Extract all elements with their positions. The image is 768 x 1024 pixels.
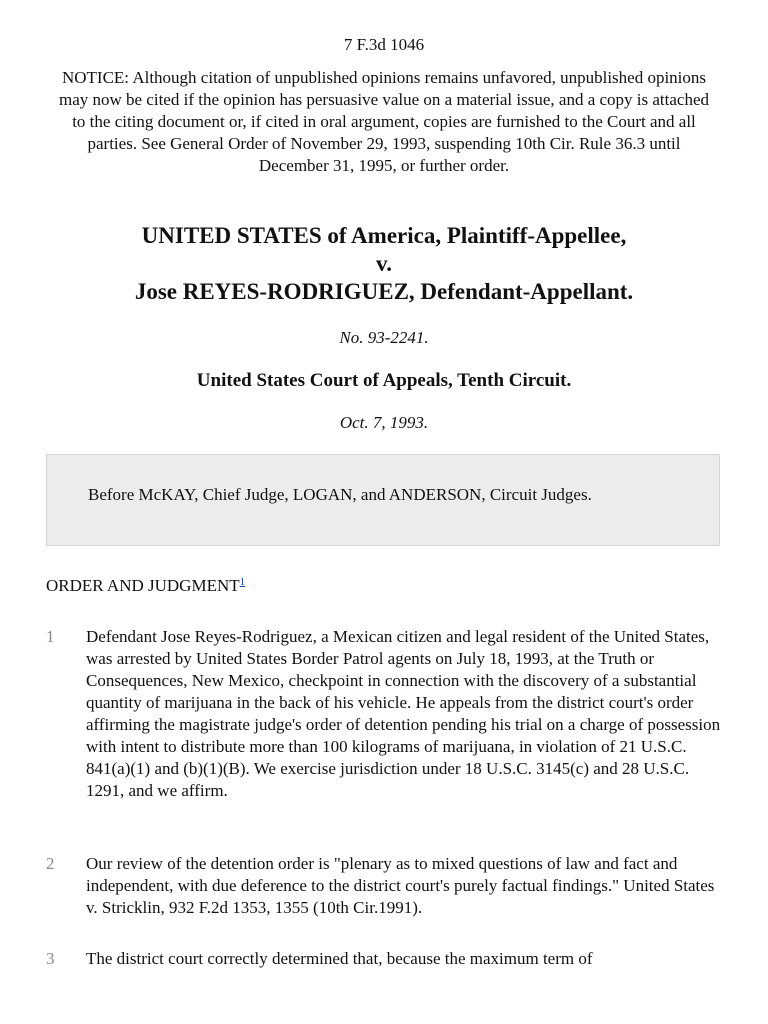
- paragraph-text: Our review of the detention order is "plenary as to mixed questions of law and fact and independent, with due deference to the district court's purely factual findings." United States v. Stricklin, 932 F.2d 1353, 1355 (10th Cir.1991).: [86, 854, 715, 917]
- judges-panel: [46, 454, 720, 546]
- unpublished-notice: NOTICE: Although citation of unpublished opinions remains unfavored, unpublished opinions may now be cited if the opinion has persuasive value on a material issue, and a copy is attached to the citing document or, if cited in oral argument, copies are furnished to the Court and all parties. See General Order of November 29, 1993, suspending 10th Cir. Rule 36.3 until December 31, 1995, or further order.: [58, 68, 710, 175]
- decision-date: Oct. 7, 1993.: [339, 413, 429, 432]
- plaintiff-line: UNITED STATES of America, Plaintiff-Appellee,: [141, 223, 627, 248]
- paragraph-number: 1: [46, 627, 55, 646]
- order-heading-title: ORDER AND JUDGMENT: [46, 576, 240, 595]
- defendant-line: Jose REYES-RODRIGUEZ, Defendant-Appellant.: [134, 279, 634, 304]
- footnote-link[interactable]: 1: [239, 576, 246, 588]
- docket-number: No. 93-2241.: [339, 328, 429, 347]
- paragraph-number: 2: [46, 854, 55, 873]
- versus-line: v.: [376, 251, 392, 276]
- judges-text: Before McKAY, Chief Judge, LOGAN, and ANDERSON, Circuit Judges.: [88, 485, 592, 504]
- paragraph-text: Defendant Jose Reyes-Rodriguez, a Mexican citizen and legal resident of the United States, was arrested by United States Border Patrol agents on July 18, 1993, at the Truth or Consequences, New Mexico, checkpoint in connection with the discovery of a substantial quantity of marijuana in the back of his vehicle. He appeals from the district court's order affirming the magistrate judge's order of detention pending his trial on a charge of possession with intent to distribute more than 100 kilograms of marijuana, in violation of 21 U.S.C. 841(a)(1) and (b)(1)(B). We exercise jurisdiction under 18 U.S.C. 3145(c) and 28 U.S.C. 1291, and we affirm.: [86, 627, 721, 800]
- paragraph-text: The district court correctly determined that, because the maximum term of: [86, 949, 593, 968]
- paragraph-number: 3: [46, 949, 55, 968]
- order-heading: [46, 575, 245, 597]
- court-name: United States Court of Appeals, Tenth Circuit.: [196, 370, 572, 391]
- case-citation: 7 F.3d 1046: [343, 35, 425, 54]
- case-caption: [0, 222, 768, 306]
